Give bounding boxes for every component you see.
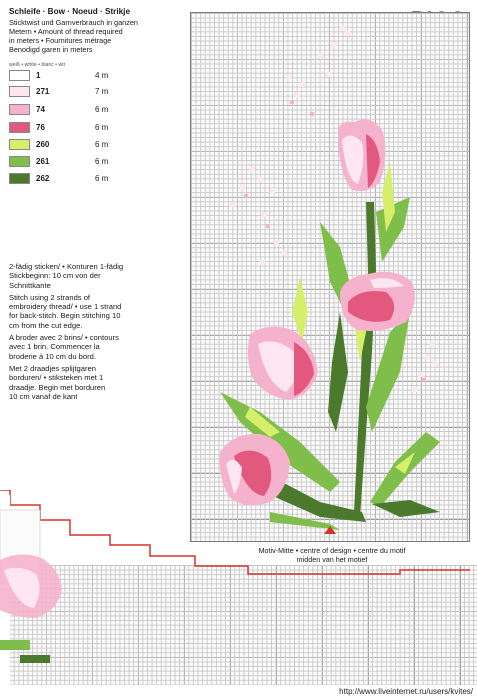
border-leaf [0,640,30,650]
thread-code: 260 [36,140,50,149]
center-caption-line-2: midden van het motief [296,555,368,564]
thread-code: 74 [36,105,45,114]
thread-info-line-3: in meters • Fournitures métrage [9,36,112,45]
tulip-top [338,119,386,191]
stitch-instructions [9,262,179,401]
thread-info-line-1: Sticktwist und Garnverbrauch in ganzen [9,18,138,27]
legend-row [9,104,109,116]
legend-row [9,156,109,168]
thread-code: 76 [36,123,45,132]
color-swatch [9,156,30,167]
thread-amount: 6 m [95,140,109,149]
border-motif [0,490,477,690]
legend-row [9,122,109,134]
instruction-line: borduren/ • stiksteken met 1 [9,373,104,383]
color-swatch [9,86,30,97]
legend-row [9,86,109,98]
instruction-line: embroidery thread/ • use 1 strand [9,302,122,312]
thread-code: 271 [36,87,50,96]
instruction-line: draadje. Begin met borduren [9,382,106,392]
instruction-line: 2-fädig sticken/ • Konturen 1-fädig [9,262,124,271]
tulip-motif [190,12,470,542]
thread-amount: 7 m [95,87,109,96]
thread-amount: 6 m [95,174,109,183]
thread-amount: 6 m [95,123,109,132]
legend-row [9,139,109,151]
border-leaf-dark [20,655,50,663]
color-swatch [9,104,30,115]
thread-info-line-2: Metern • Amount of thread required [9,27,123,36]
instruction-line: Met 2 draadjes splijtgaren [9,363,96,373]
color-names-note: weiß • white • blanc • wit [9,62,65,68]
instruction-line: broderie à 10 cm du bord. [9,351,96,361]
tulip-right [340,272,415,331]
border-edge-line [0,490,470,574]
center-caption-line-1: Motiv-Mitte • centre of design • centre du motif [258,546,406,555]
instruction-line: 10 cm vanaf de kant [9,391,78,401]
legend-row [9,173,109,185]
thread-amount: 6 m [95,157,109,166]
color-swatch [9,122,30,133]
instruction-line: for back-stitch. Begin stitching 10 [9,311,121,321]
color-swatch [9,139,30,150]
instruction-line: Stitch using 2 strands of [9,292,91,302]
thread-amount: 6 m [95,105,109,114]
thread-amount: 4 m [95,71,109,80]
instruction-line: avec 1 brin. Commencer la [9,342,100,352]
thread-info-line-4: Benodigd garen in meters [9,45,93,54]
color-swatch [9,70,30,81]
instruction-line: A broder avec 2 brins/ • contours [9,333,119,343]
tulip-middle [248,327,318,400]
legend-row [9,70,109,82]
thread-code: 262 [36,174,50,183]
chart-title: Schleife · Bow · Noeud · Strikje [9,7,131,16]
instruction-line: Stickbeginn: 10 cm von der [9,271,101,281]
source-url: http://www.liveinternet.ru/users/kvites/ [339,687,473,696]
color-swatch [9,173,30,184]
instruction-line: Schnittkante [9,280,51,290]
instruction-line: cm from the cut edge. [9,320,83,330]
thread-code: 1 [36,71,41,80]
thread-code: 261 [36,157,50,166]
